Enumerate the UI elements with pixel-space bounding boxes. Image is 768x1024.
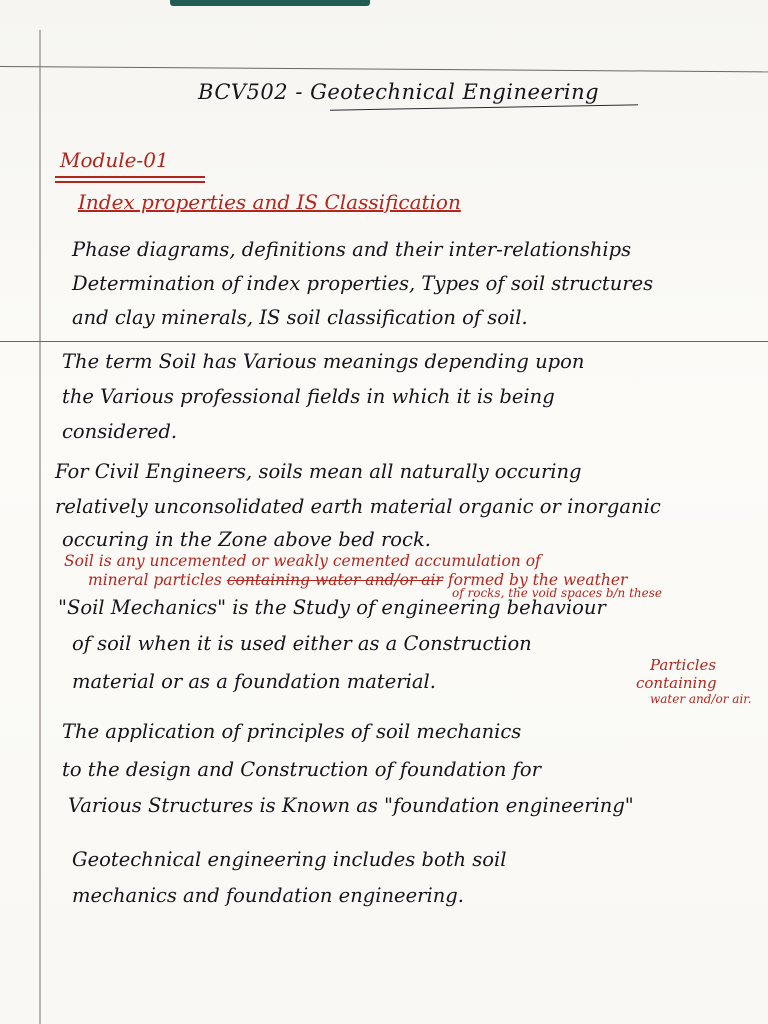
module-underline-2 xyxy=(55,181,205,183)
binder-tab xyxy=(170,0,370,6)
title-underline xyxy=(330,104,638,110)
annotation-line: Soil is any uncemented or weakly cemented accumulation of xyxy=(64,552,541,570)
syllabus-line: Determination of index properties, Types of soil structures xyxy=(72,272,654,295)
module-label: Module-01 xyxy=(60,148,169,172)
header-rule xyxy=(0,66,768,72)
paragraph-line: The application of principles of soil mechanics xyxy=(62,720,522,743)
margin-note: Particles xyxy=(650,656,717,674)
paragraph-line: Various Structures is Known as "foundation engineering" xyxy=(68,794,634,817)
paragraph-line: Geotechnical engineering includes both soil xyxy=(72,848,507,871)
margin-note: water and/or air. xyxy=(650,692,752,706)
section-rule xyxy=(0,341,768,342)
syllabus-line: and clay minerals, IS soil classification of soil. xyxy=(72,306,528,329)
module-heading: Index properties and IS Classification xyxy=(78,190,461,214)
paragraph-line: "Soil Mechanics" is the Study of engineering behaviour xyxy=(58,596,606,619)
paragraph-line: For Civil Engineers, soils mean all naturally occuring xyxy=(55,460,582,483)
paragraph-line: The term Soil has Various meanings depending upon xyxy=(62,350,585,373)
paragraph-line: mechanics and foundation engineering. xyxy=(72,884,464,907)
paragraph-line: of soil when it is used either as a Construction xyxy=(72,632,532,655)
paragraph-line: the Various professional fields in which it is being xyxy=(62,385,555,408)
paragraph-line: to the design and Construction of foundation for xyxy=(62,758,541,781)
margin-note: containing xyxy=(636,674,717,692)
annotation-text: mineral particles xyxy=(88,571,222,589)
paragraph-line: occuring in the Zone above bed rock. xyxy=(62,528,431,551)
paragraph-line: material or as a foundation material. xyxy=(72,670,436,693)
module-underline xyxy=(55,176,205,178)
page-title: BCV502 - Geotechnical Engineering xyxy=(198,80,600,104)
syllabus-line: Phase diagrams, definitions and their inter-relationships xyxy=(72,238,632,261)
annotation-text: formed by the weather xyxy=(447,571,628,589)
struck-text: containing water and/or air xyxy=(226,571,443,589)
paragraph-line: relatively unconsolidated earth material organic or inorganic xyxy=(55,495,661,518)
margin-line xyxy=(39,30,41,1024)
annotation-line: of rocks, the void spaces b/n these xyxy=(452,586,662,600)
paragraph-line: considered. xyxy=(62,420,178,443)
